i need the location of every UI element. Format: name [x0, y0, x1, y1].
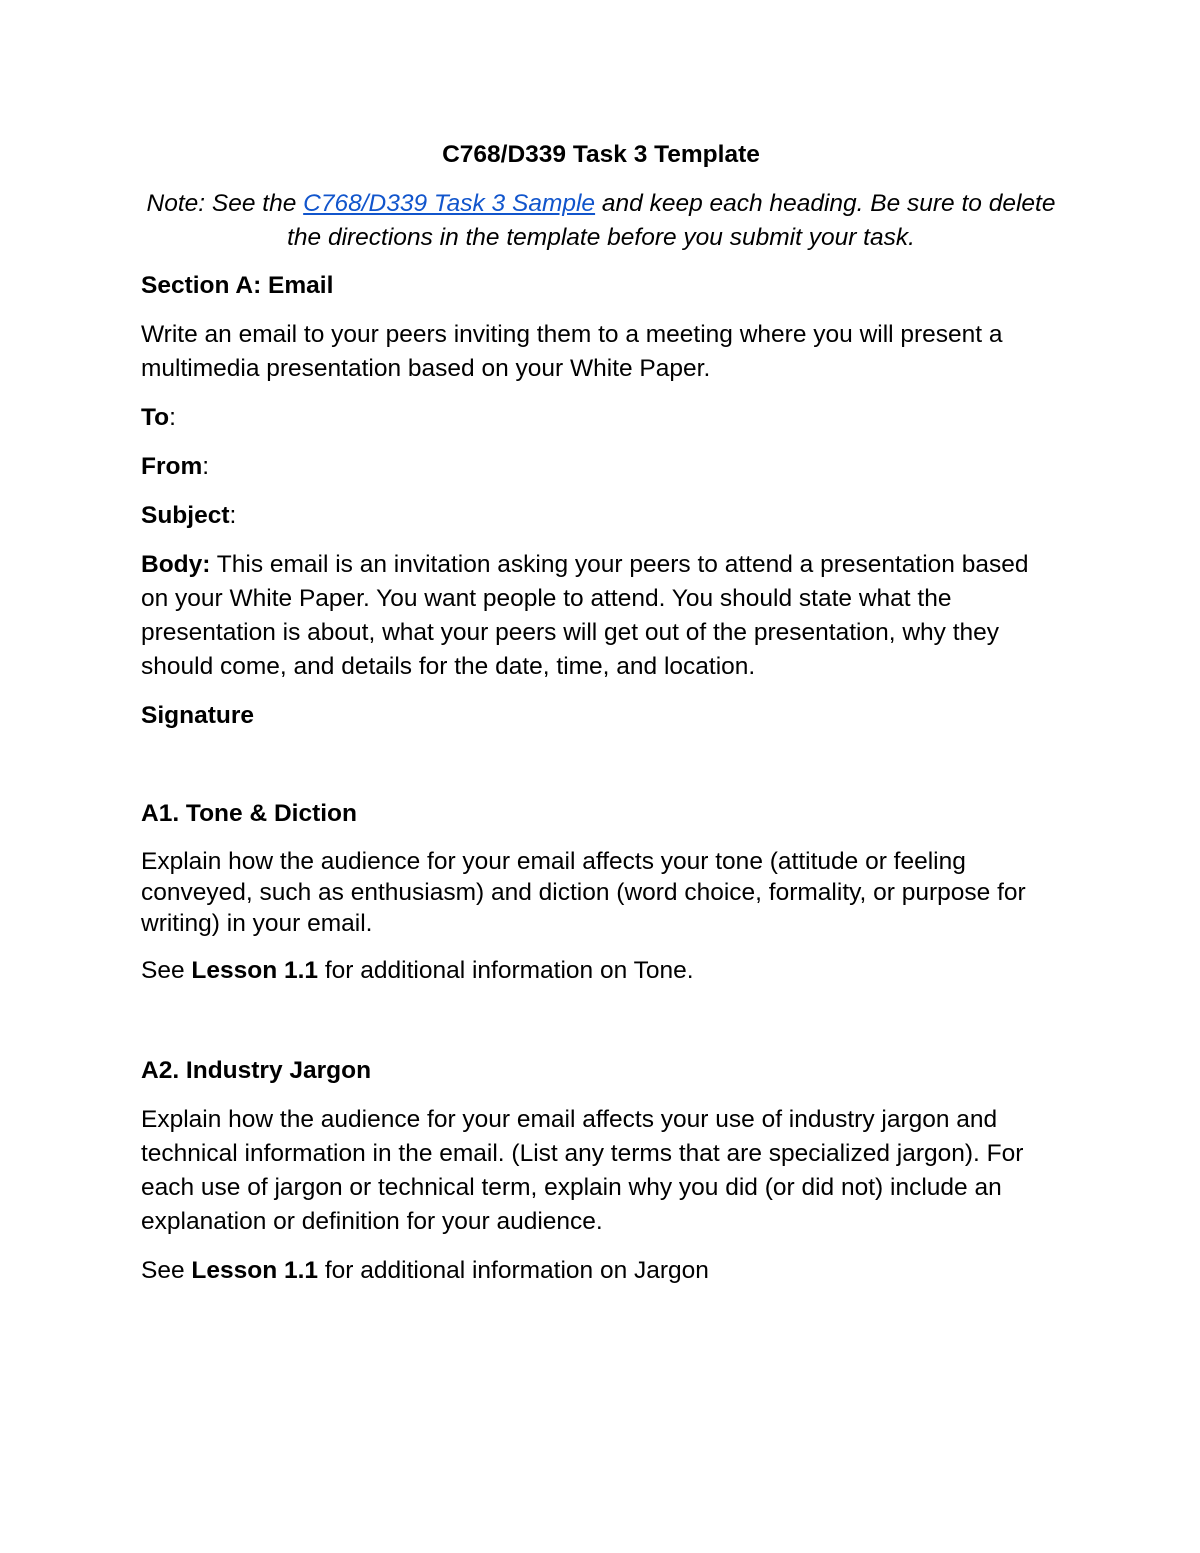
subject-field [141, 499, 1061, 533]
a1-instructions: Explain how the audience for your email affects your tone (attitude or feeling conveyed, such as enthusiasm) and diction (word choice, formality, or purpose for writing) in your email. [141, 848, 1026, 937]
a2-see-prefix: See [141, 1257, 192, 1284]
to-colon: : [169, 404, 176, 431]
a1-see-suffix: for additional information on Tone. [318, 957, 694, 984]
subject-colon: : [229, 502, 237, 529]
signature-heading: Signature [141, 702, 254, 729]
template-note [141, 187, 1061, 255]
note-suffix: and keep each heading. Be sure to delete the directions in the template before you submit your task. [287, 190, 1056, 251]
a2-see-suffix: for additional information on Jargon [318, 1257, 709, 1284]
a2-instructions: Explain how the audience for your email affects your use of industry jargon and technical information in the email. (List any terms that are specialized jargon). For each use of jargon or technical term, explain why you did (or did not) include an explanation or definition for your audience. [141, 1106, 1024, 1235]
document-page [141, 138, 1061, 1303]
body-label: Body: [141, 551, 211, 578]
a2-heading: A2. Industry Jargon [141, 1057, 372, 1084]
sample-link[interactable]: C768/D339 Task 3 Sample [303, 190, 596, 217]
spacer [141, 1003, 1061, 1054]
from-field [141, 450, 1061, 484]
a1-see-lesson [141, 954, 1061, 988]
to-field [141, 401, 1061, 435]
from-label: From [141, 453, 203, 480]
a1-see-prefix: See [141, 957, 192, 984]
a1-lesson-ref: Lesson 1.1 [191, 957, 319, 984]
section-a-intro: Write an email to your peers inviting them to a meeting where you will present a multimedia presentation based on your White Paper. [141, 321, 1003, 382]
note-prefix: Note: See the [146, 190, 304, 217]
a2-see-lesson [141, 1254, 1061, 1288]
document-title: C768/D339 Task 3 Template [442, 141, 760, 168]
from-colon: : [202, 453, 210, 480]
spacer [141, 748, 1061, 797]
section-a-heading: Section A: Email [141, 272, 334, 299]
a2-lesson-ref: Lesson 1.1 [191, 1257, 319, 1284]
body-text: This email is an invitation asking your peers to attend a presentation based on your White Paper. You want people to attend. You should state what the presentation is about, what your peers will get out of the presentation, why they should come, and details for the date, time, and location. [141, 551, 1029, 680]
subject-label: Subject [141, 502, 230, 529]
email-body [141, 548, 1061, 684]
a1-heading: A1. Tone & Diction [141, 800, 357, 827]
to-label: To [141, 404, 170, 431]
